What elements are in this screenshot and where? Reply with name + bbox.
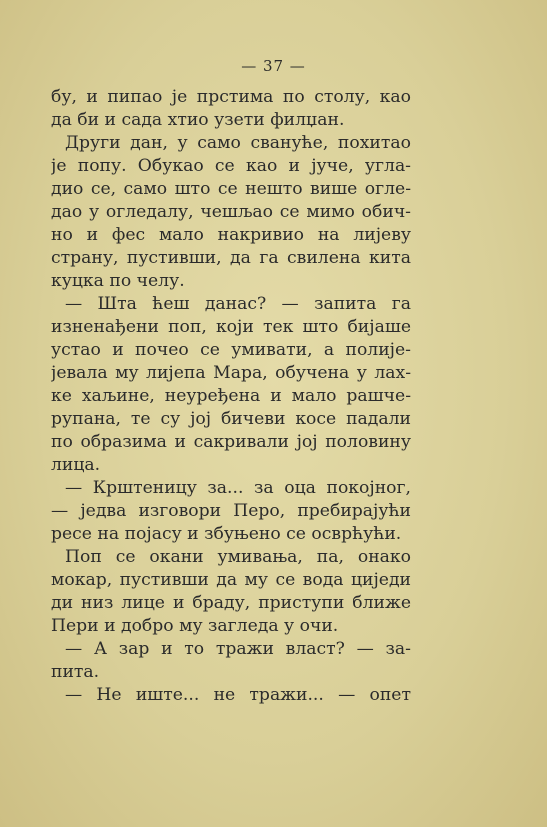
- text-line: но и фес мало накривио на лијеву: [51, 225, 411, 245]
- text-line: бу, и пипао је прстима по столу, као: [51, 87, 411, 107]
- text-line: — Шта ћеш данас? — запита га: [65, 294, 411, 314]
- text-line: Други дан, у само свануће, похитао: [65, 133, 411, 153]
- body-text: [51, 86, 411, 707]
- text-line: ке хаљине, неуређена и мало рашче-: [51, 386, 411, 406]
- text-line: мокар, пустивши да му се вода циједи: [51, 570, 411, 590]
- text-line: — једва изговори Перо, пребирајући: [51, 501, 411, 521]
- text-line: дио се, само што се нешто више огле-: [51, 179, 411, 199]
- text-line: да би и сада хтио узети филџан.: [51, 110, 345, 130]
- text-line: јевала му лијепа Мара, обучена у лах-: [51, 363, 411, 383]
- text-line: ресе на појасу и збуњено се осврћући.: [51, 524, 402, 544]
- text-line: је попу. Обукао се као и јуче, угла-: [51, 156, 411, 176]
- text-line: лица.: [51, 455, 101, 475]
- text-line: дао у огледалу, чешљао се мимо обич-: [51, 202, 411, 222]
- text-line: устао и почео се умивати, а полије-: [51, 340, 411, 360]
- text-line: Поп се окани умивања, па, онако: [65, 547, 411, 567]
- text-line: — А зар и то тражи власт? — за-: [65, 639, 411, 659]
- text-line: пита.: [51, 662, 100, 682]
- text-line: Пери и добро му загледа у очи.: [51, 616, 339, 636]
- text-line: — Крштеницу за... за оца покојног,: [65, 478, 411, 498]
- text-line: куцка по челу.: [51, 271, 185, 291]
- text-line: по образима и сакривали јој половину: [51, 432, 411, 452]
- page-number: — 37 —: [241, 57, 306, 75]
- text-line: рупана, те су јој бичеви косе падали: [51, 409, 411, 429]
- text-line: изненађени поп, који тек што бијаше: [51, 317, 411, 337]
- text-line: ди низ лице и браду, приступи ближе: [51, 593, 411, 613]
- text-line: — Не иште... не тражи... — опет: [65, 685, 411, 705]
- text-line: страну, пустивши, да га свилена кита: [51, 248, 411, 268]
